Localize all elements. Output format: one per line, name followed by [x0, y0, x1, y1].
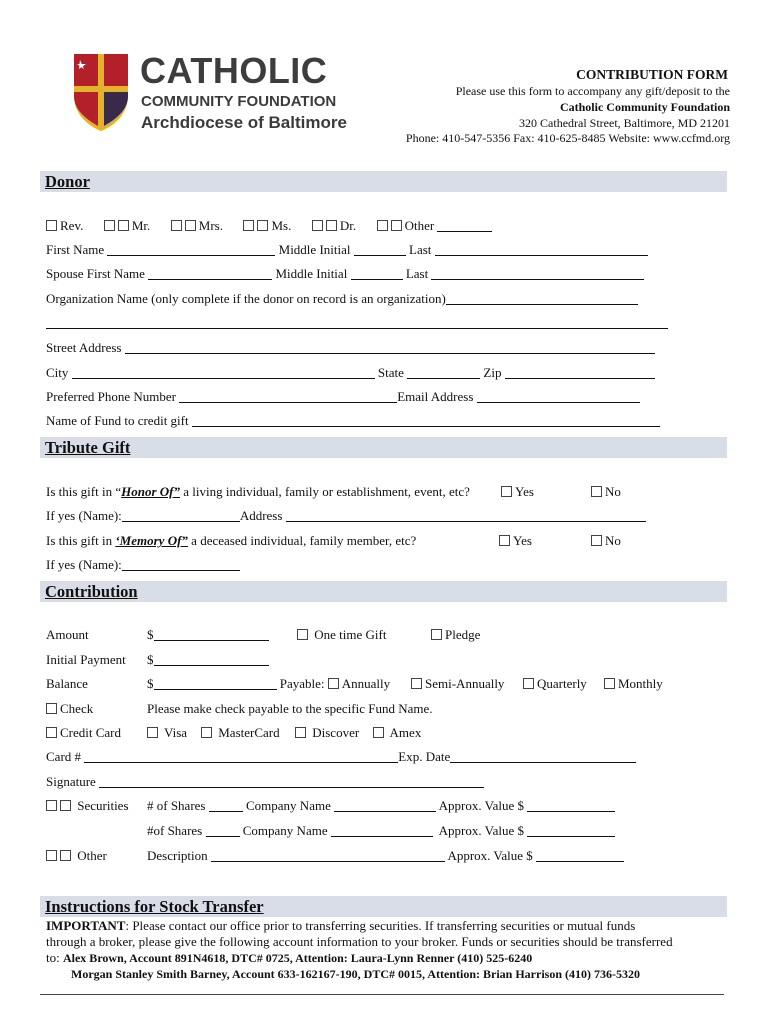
securities-checkbox[interactable]: Securities	[46, 798, 129, 814]
city-field[interactable]	[72, 366, 375, 379]
pledge-checkbox[interactable]: Pledge	[431, 627, 480, 643]
honor-name-field[interactable]	[122, 509, 240, 522]
monthly-checkbox[interactable]: Monthly	[604, 676, 663, 692]
header-line2: Catholic Community Foundation	[559, 100, 730, 114]
securities-row: # of Shares Company Name Approx. Value $	[147, 798, 615, 814]
rev-checkbox[interactable]: Rev.	[46, 218, 83, 233]
check-note: Please make check payable to the specific Fund Name.	[147, 701, 433, 716]
shares-field[interactable]	[209, 799, 243, 812]
memory-name-field[interactable]	[122, 558, 240, 571]
title-options	[46, 218, 492, 234]
fund-row: Name of Fund to credit gift	[46, 413, 660, 429]
last-name-field[interactable]	[435, 243, 648, 256]
check-checkbox[interactable]: Check	[46, 701, 93, 717]
honor-name-row: If yes (Name): Address	[46, 508, 646, 524]
fund-field[interactable]	[192, 414, 660, 427]
mrs-checkbox[interactable]: Mrs.	[171, 218, 223, 233]
balance-field[interactable]	[154, 677, 277, 690]
header-line4: Phone: 410-547-5356 Fax: 410-625-8485 Website: www.ccfmd.org	[405, 131, 730, 145]
visa-checkbox[interactable]: Visa	[147, 725, 187, 741]
organization-field-line2[interactable]	[46, 328, 668, 329]
section-tribute	[40, 437, 727, 458]
securities-row-2: #of Shares Company Name Approx. Value $	[147, 823, 615, 839]
approx-value-field-3[interactable]	[536, 849, 624, 862]
section-title: Instructions for Stock Transfer	[45, 897, 264, 916]
signature-field[interactable]	[99, 775, 484, 788]
ms-checkbox[interactable]: Ms.	[243, 218, 291, 233]
organization-row: Organization Name (only complete if the donor on record is an organization)	[46, 291, 638, 307]
street-row: Street Address	[46, 340, 655, 356]
memory-name-row: If yes (Name):	[46, 557, 240, 573]
stock-line4: Morgan Stanley Smith Barney, Account 633-162167-190, DTC# 0015, Attention: Brian Harrison (410) 736-5320	[71, 967, 640, 981]
spouse-first-name-field[interactable]	[148, 267, 272, 280]
spouse-last-field[interactable]	[431, 267, 644, 280]
dr-checkbox[interactable]: Dr.	[312, 218, 356, 233]
logo-line1: CATHOLIC	[140, 50, 328, 91]
header-line1: Please use this form to accompany any gift/deposit to the	[455, 84, 730, 98]
organization-field[interactable]	[446, 292, 638, 305]
memory-yes-checkbox[interactable]: Yes	[499, 533, 532, 549]
amount-field[interactable]	[154, 628, 269, 641]
other-row: Description Approx. Value $	[147, 848, 624, 864]
phone-field[interactable]	[179, 390, 397, 403]
footer-divider	[40, 994, 724, 995]
logo-line2: COMMUNITY FOUNDATION	[141, 93, 337, 110]
zip-field[interactable]	[505, 366, 655, 379]
other-field[interactable]	[437, 219, 492, 232]
description-field[interactable]	[211, 849, 445, 862]
exp-date-field[interactable]	[450, 750, 636, 763]
approx-value-field-2[interactable]	[527, 824, 615, 837]
signature-row: Signature	[46, 774, 484, 790]
header-line3: 320 Cathedral Street, Baltimore, MD 21201	[519, 116, 730, 130]
spouse-middle-initial-field[interactable]	[351, 267, 403, 280]
approx-value-field[interactable]	[527, 799, 615, 812]
other-contribution-checkbox[interactable]: Other	[46, 848, 107, 864]
card-row: Card # Exp. Date	[46, 749, 636, 765]
initial-payment-field[interactable]	[154, 653, 269, 666]
form-title: CONTRIBUTION FORM	[576, 67, 728, 82]
section-title: Donor	[45, 172, 90, 191]
honor-address-field[interactable]	[286, 509, 646, 522]
section-title: Contribution	[45, 582, 138, 601]
card-number-field[interactable]	[84, 750, 398, 763]
logo	[72, 52, 372, 137]
section-donor	[40, 171, 727, 192]
balance-label: Balance	[46, 676, 88, 691]
shield-icon	[72, 52, 130, 132]
first-name-field[interactable]	[107, 243, 275, 256]
amex-checkbox[interactable]: Amex	[373, 725, 421, 741]
stock-line1: IMPORTANT: Please contact our office prior to transferring securities. If transferring securities or mutual funds	[46, 918, 636, 933]
initial-payment-label: Initial Payment	[46, 652, 126, 667]
city-row: City State Zip	[46, 365, 655, 381]
logo-line3: Archdiocese of Baltimore	[141, 113, 347, 132]
honor-yes-checkbox[interactable]: Yes	[501, 484, 534, 500]
section-title: Tribute Gift	[45, 438, 131, 457]
mastercard-checkbox[interactable]: MasterCard	[201, 725, 280, 741]
middle-initial-field[interactable]	[354, 243, 406, 256]
spouse-row: Spouse First Name Middle Initial Last	[46, 266, 644, 282]
memory-no-checkbox[interactable]: No	[591, 533, 621, 549]
name-row: First Name Middle Initial Last	[46, 242, 648, 258]
section-stock-transfer	[40, 896, 727, 917]
company-field-2[interactable]	[331, 824, 433, 837]
email-field[interactable]	[477, 390, 640, 403]
honor-no-checkbox[interactable]: No	[591, 484, 621, 500]
stock-line3: to: Alex Brown, Account 891N4618, DTC# 0725, Attention: Laura-Lynn Renner (410) 525-6240	[46, 950, 533, 965]
street-field[interactable]	[125, 341, 655, 354]
memory-question: Is this gift in ‘Memory Of” a deceased individual, family member, etc?	[46, 533, 417, 548]
balance-row: $ Payable: Annually	[147, 676, 391, 691]
other-checkbox[interactable]: Other	[377, 218, 435, 233]
stock-line2: through a broker, please give the following account information to your broker. Funds or securities should be transferred	[46, 934, 673, 949]
discover-checkbox[interactable]: Discover	[295, 725, 359, 741]
phone-row: Preferred Phone Number Email Address	[46, 389, 640, 405]
quarterly-checkbox[interactable]: Quarterly	[523, 676, 587, 692]
annually-checkbox[interactable]: Annually	[328, 676, 390, 691]
initial-payment-row: $	[147, 652, 269, 668]
semi-annually-checkbox[interactable]: Semi-Annually	[411, 676, 504, 692]
company-field[interactable]	[334, 799, 436, 812]
state-field[interactable]	[407, 366, 480, 379]
amount-label: Amount	[46, 627, 89, 642]
credit-card-checkbox[interactable]: Credit Card	[46, 725, 121, 741]
one-time-checkbox[interactable]: One time Gift	[297, 627, 386, 643]
mr-checkbox[interactable]: Mr.	[104, 218, 150, 233]
shares-field-2[interactable]	[206, 824, 240, 837]
section-contribution	[40, 581, 727, 602]
honor-question: Is this gift in “Honor Of” a living individual, family or establishment, event, etc?	[46, 484, 470, 499]
amount-row: $	[147, 627, 269, 643]
